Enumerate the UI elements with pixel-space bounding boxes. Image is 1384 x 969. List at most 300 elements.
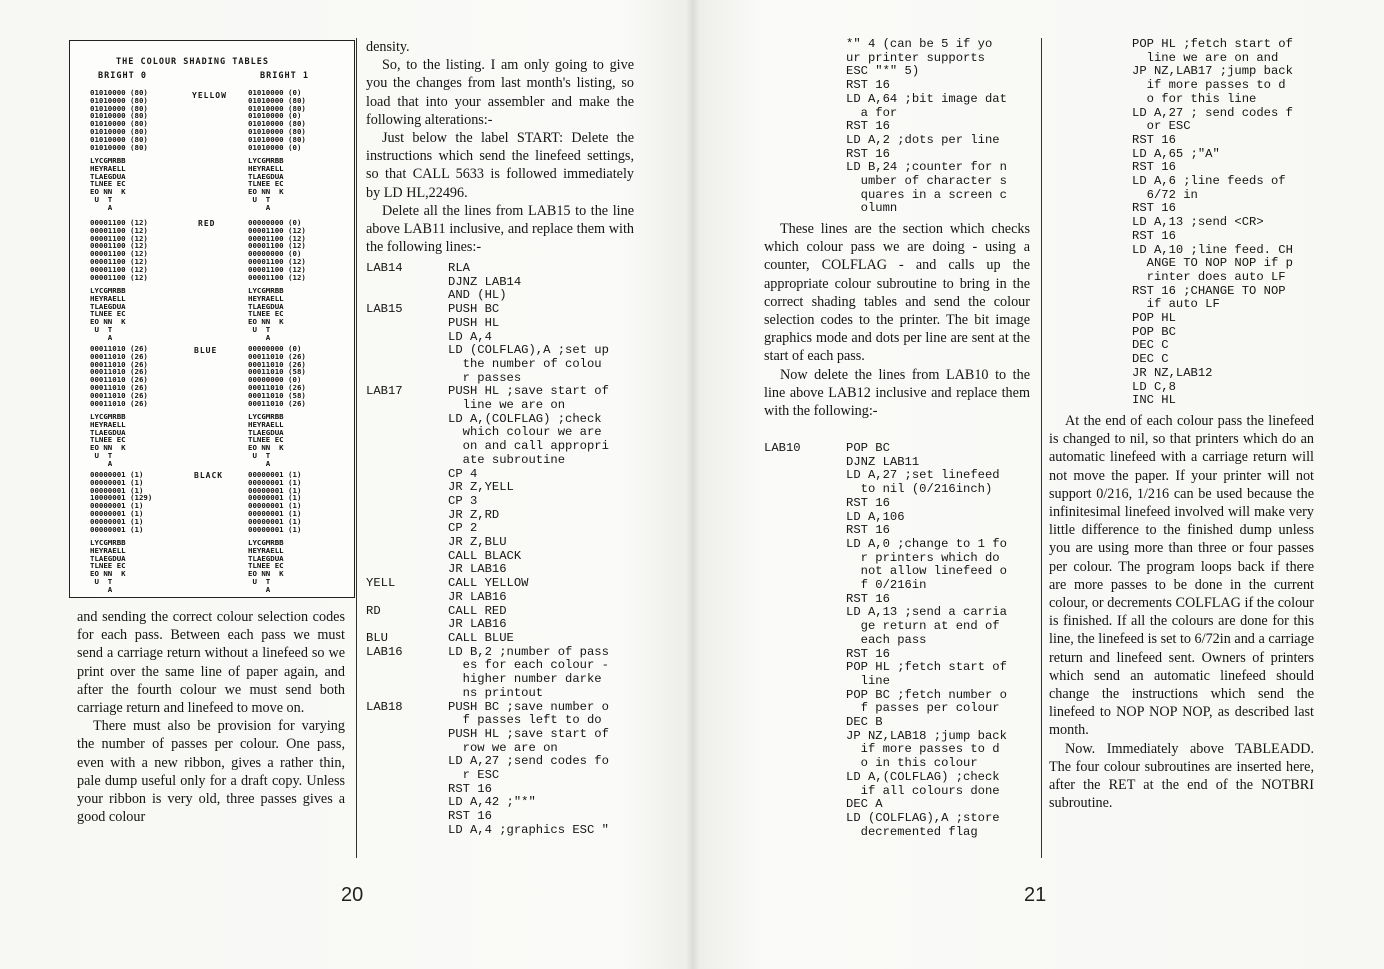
code-line <box>764 524 1034 538</box>
code-instruction: POP HL ;fetch start of <box>846 660 1007 675</box>
left-col1-text <box>77 608 345 826</box>
code-label: LAB14 <box>366 261 403 275</box>
code-line <box>764 606 1034 620</box>
code-line <box>764 716 1034 730</box>
code-label <box>366 454 448 468</box>
code-instruction: CALL RED <box>448 603 507 618</box>
yellow-label: YELLOW <box>192 91 227 100</box>
code-label <box>366 481 448 495</box>
code-label <box>366 796 448 810</box>
code-label <box>764 497 846 511</box>
code-instruction: DEC B <box>846 715 883 730</box>
code-instruction: RST 16 <box>448 809 492 824</box>
code-line <box>366 358 634 372</box>
code-line: line we are on and <box>1132 50 1279 65</box>
code-line <box>764 497 1034 511</box>
black-rot-text-right: LYCGMRBB HEYRAELL TLAEGDUA TLNEE EC EO NN K U T A <box>248 538 284 594</box>
code-line <box>366 769 634 783</box>
code-line <box>764 565 1034 579</box>
code-line <box>764 689 1034 703</box>
code-line <box>764 511 1034 525</box>
code-instruction: r ESC <box>448 768 500 783</box>
code-label <box>366 618 448 632</box>
code-instruction: f passes left to do <box>448 713 602 728</box>
code-instruction: if all colours done <box>846 783 1000 798</box>
code-label <box>764 469 846 483</box>
code-instruction: PUSH HL ;save start of <box>448 384 609 399</box>
code-line <box>764 648 1034 662</box>
code-instruction: row we are on <box>448 740 558 755</box>
code-line: LD A,10 ;line feed. CH <box>1132 242 1293 257</box>
code-label <box>366 426 448 440</box>
code-instruction: decremented flag <box>846 824 978 839</box>
code-line <box>366 783 634 797</box>
blue-table-bright0: 00011010 (26) 00011010 (26) 00011010 (26) 00011010 (26) 00011010 (26) 00011010 (26) 00011010 (26) 00011010 (26) <box>90 344 148 408</box>
code-line: LD A,13 ;send <CR> <box>1132 215 1264 230</box>
paragraph: Delete all the lines from LAB15 to the line above LAB11 inclusive, and replace them with the following lines:- <box>366 202 634 256</box>
code-instruction: LD A,13 ;send a carria <box>846 605 1007 620</box>
code-label <box>366 742 448 756</box>
code-label <box>366 563 448 577</box>
code-label <box>764 552 846 566</box>
page-number: 21 <box>1024 884 1047 906</box>
code-label <box>366 755 448 769</box>
code-line <box>366 440 634 454</box>
code-line <box>366 317 634 331</box>
code-instruction: JR LAB16 <box>448 589 507 604</box>
code-line <box>366 563 634 577</box>
code-line <box>764 661 1034 675</box>
code-label <box>764 812 846 826</box>
code-listing-lab10 <box>764 442 1034 839</box>
code-line: LD A,6 ;line feeds of <box>1132 174 1286 189</box>
code-line <box>366 796 634 810</box>
code-line <box>764 798 1034 812</box>
code-line: a for <box>846 105 898 120</box>
paragraph: These lines are the section which checks which colour pass we are doing - using a counter, COLFLAG - and calls up the appropriate colour subroutine to bring in the correct shading tables and send the colour selection codes to the printer. The bit image graphics mode and dots per line are sent at the start of each pass. <box>764 221 1030 365</box>
code-instruction: POP BC <box>846 441 890 455</box>
code-line <box>366 810 634 824</box>
code-label <box>366 824 448 838</box>
code-line <box>764 552 1034 566</box>
red-table-bright1: 00000000 (0) 00001100 (12) 00001100 (12) 00001100 (12) 00000000 (0) 00001100 (12) 00001100 (12) 00001100 (12) <box>248 218 306 282</box>
code-label: LAB16 <box>366 644 403 659</box>
code-instruction: POP BC ;fetch number o <box>846 687 1007 702</box>
code-line <box>764 469 1034 483</box>
code-line: if auto LF <box>1132 297 1220 312</box>
code-line <box>764 634 1034 648</box>
figure-header-left: BRIGHT 0 <box>98 71 147 81</box>
code-line <box>366 728 634 742</box>
code-label <box>366 317 448 331</box>
code-line: LD C,8 <box>1132 379 1176 394</box>
code-line <box>366 701 634 715</box>
code-label <box>764 730 846 744</box>
code-line: if more passes to d <box>1132 78 1286 93</box>
code-line <box>764 675 1034 689</box>
code-instruction: AND (HL) <box>448 288 507 303</box>
code-instruction: RST 16 <box>846 523 890 538</box>
code-instruction: on and call appropri <box>448 439 609 454</box>
column-rule <box>356 38 357 858</box>
code-label <box>366 440 448 454</box>
code-label <box>366 783 448 797</box>
code-label <box>366 550 448 564</box>
code-label <box>764 606 846 620</box>
code-instruction: DJNZ LAB11 <box>846 454 920 469</box>
code-label <box>764 648 846 662</box>
paragraph: and sending the correct colour selection codes for each pass. Between each pass we must send a carriage return without a linefeed so we print over the same line of paper again, and after the fourth colour we must send both carriage return and linefeed to move on. <box>77 609 345 717</box>
code-listing-lab14 <box>366 262 634 838</box>
code-line: RST 16 <box>846 119 890 134</box>
code-line <box>366 276 634 290</box>
code-instruction: to nil (0/216inch) <box>846 482 993 497</box>
code-line <box>366 495 634 509</box>
code-line: POP BC <box>1132 324 1176 339</box>
code-label <box>764 634 846 648</box>
code-label <box>764 511 846 525</box>
code-line: JP NZ,LAB17 ;jump back <box>1132 64 1293 79</box>
code-label <box>366 591 448 605</box>
code-line <box>764 730 1034 744</box>
code-instruction: LD A,4 <box>448 329 492 344</box>
code-label <box>366 810 448 824</box>
code-line <box>366 413 634 427</box>
code-label <box>764 716 846 730</box>
code-label <box>366 276 448 290</box>
code-instruction: JP NZ,LAB18 ;jump back <box>846 728 1007 743</box>
paragraph: Now delete the lines from LAB10 to the line above LAB12 inclusive and replace them with the following:- <box>764 366 1030 420</box>
code-label <box>764 593 846 607</box>
code-instruction: CP 3 <box>448 493 478 508</box>
code-instruction: line <box>846 673 890 688</box>
red-label: RED <box>198 219 216 228</box>
code-label: YELL <box>366 576 396 591</box>
code-instruction: PUSH BC ;save number o <box>448 699 609 714</box>
code-instruction: JR Z,YELL <box>448 480 514 495</box>
code-line: o for this line <box>1132 91 1257 106</box>
code-line: DEC C <box>1132 352 1169 367</box>
code-instruction: RLA <box>448 261 470 275</box>
code-line <box>366 426 634 440</box>
code-line <box>764 579 1034 593</box>
code-instruction: DJNZ LAB14 <box>448 274 522 289</box>
black-label: BLACK <box>194 471 224 480</box>
yellow-rot-text-left: LYCGMRBB HEYRAELL TLAEGDUA TLNEE EC EO NN K U T A <box>90 156 126 212</box>
code-label <box>366 344 448 358</box>
code-line <box>366 577 634 591</box>
code-label <box>764 579 846 593</box>
code-instruction: RST 16 <box>846 495 890 510</box>
code-label <box>764 661 846 675</box>
code-line: 6/72 in <box>1132 187 1198 202</box>
code-label <box>764 702 846 716</box>
code-line <box>366 550 634 564</box>
code-line <box>764 483 1034 497</box>
code-line <box>764 702 1034 716</box>
code-label <box>366 399 448 413</box>
left-col2-text <box>366 38 634 256</box>
shading-tables-figure <box>69 40 355 598</box>
code-label <box>764 524 846 538</box>
code-label <box>764 757 846 771</box>
paragraph: density. <box>366 39 410 55</box>
code-label <box>764 483 846 497</box>
code-line: POP HL ;fetch start of <box>1132 37 1293 51</box>
red-table-bright0: 00001100 (12) 00001100 (12) 00001100 (12) 00001100 (12) 00001100 (12) 00001100 (12) 00001100 (12) 00001100 (12) <box>90 218 148 282</box>
code-instruction: JR LAB16 <box>448 562 507 577</box>
code-line: umber of character s <box>846 174 1007 189</box>
code-line: POP HL <box>1132 311 1176 326</box>
code-label: LAB18 <box>366 699 403 714</box>
code-line: RST 16 <box>1132 160 1176 175</box>
code-line <box>366 372 634 386</box>
code-line: LD A,65 ;"A" <box>1132 146 1220 161</box>
code-instruction: LD A,42 ;"*" <box>448 795 536 810</box>
code-label <box>366 372 448 386</box>
code-line: ESC "*" 5) <box>846 64 920 79</box>
code-label <box>366 413 448 427</box>
code-line <box>366 385 634 399</box>
code-line <box>366 468 634 482</box>
yellow-table-bright0: 01010000 (80) 01010000 (80) 01010000 (80) 01010000 (80) 01010000 (80) 01010000 (80) 01010000 (80) 01010000 (80) <box>90 88 148 152</box>
code-line <box>366 659 634 673</box>
code-instruction: LD B,2 ;number of pass <box>448 644 609 659</box>
paragraph: Now. Immediately above TABLEADD. The four colour subroutines are inserted here, after the RET at the end of the NOTBRI subroutine. <box>1049 740 1314 812</box>
code-label <box>764 689 846 703</box>
code-line <box>764 456 1034 470</box>
code-line: or ESC <box>1132 119 1191 134</box>
code-line: ANGE TO NOP NOP if p <box>1132 256 1293 271</box>
code-instruction: RST 16 <box>846 591 890 606</box>
code-label <box>366 659 448 673</box>
code-line <box>366 687 634 701</box>
code-label <box>764 826 846 840</box>
code-line <box>764 771 1034 785</box>
code-line: quares in a screen c <box>846 187 1007 202</box>
code-line <box>764 785 1034 799</box>
code-label: LAB10 <box>764 441 801 455</box>
code-instruction: DEC A <box>846 797 883 812</box>
code-line <box>366 824 634 838</box>
code-instruction: CP 4 <box>448 466 478 481</box>
code-instruction: LD (COLFLAG),A ;set up <box>448 343 609 358</box>
code-line <box>366 632 634 646</box>
code-label <box>366 714 448 728</box>
code-line: RST 16 <box>1132 201 1176 216</box>
blue-rot-text-right: LYCGMRBB HEYRAELL TLAEGDUA TLNEE EC EO NN K U T A <box>248 412 284 468</box>
code-line <box>366 618 634 632</box>
right-col4-text <box>1049 412 1314 812</box>
code-instruction: PUSH HL <box>448 315 500 330</box>
code-instruction: LD A,106 <box>846 509 905 524</box>
code-line <box>366 591 634 605</box>
code-instruction: o in this colour <box>846 756 978 771</box>
code-line <box>764 538 1034 552</box>
paragraph: There must also be provision for varying the number of passes per colour. One pass, even with a new ribbon, gives a rather thin, pale dump useful only for a draft copy. Unless your ribbon is very old, three passes gives a good colour <box>77 718 345 826</box>
code-instruction: LD A,27 ;send codes fo <box>448 754 609 769</box>
code-line <box>366 289 634 303</box>
paragraph: So, to the listing. I am only going to give you the changes from last month's listing, so load that into your assembler and make the following alterations:- <box>366 57 634 128</box>
yellow-rot-text-right: LYCGMRBB HEYRAELL TLAEGDUA TLNEE EC EO NN K U T A <box>248 156 284 212</box>
code-line: RST 16 ;CHANGE TO NOP <box>1132 283 1286 298</box>
code-instruction: f 0/216in <box>846 578 927 593</box>
code-line <box>764 757 1034 771</box>
red-rot-text-right: LYCGMRBB HEYRAELL TLAEGDUA TLNEE EC EO NN K U T A <box>248 286 284 342</box>
figure-title: THE COLOUR SHADING TABLES <box>116 57 269 67</box>
black-rot-text-left: LYCGMRBB HEYRAELL TLAEGDUA TLNEE EC EO NN K U T A <box>90 538 126 594</box>
column-rule <box>1041 38 1042 858</box>
code-label <box>366 522 448 536</box>
code-line <box>764 593 1034 607</box>
code-label <box>366 468 448 482</box>
code-instruction: the number of colou <box>448 356 602 371</box>
code-line <box>366 344 634 358</box>
code-label <box>366 331 448 345</box>
code-instruction: PUSH BC <box>448 302 500 317</box>
code-label <box>366 673 448 687</box>
code-instruction: not allow linefeed o <box>846 564 1007 579</box>
figure-header-right: BRIGHT 1 <box>260 71 309 81</box>
code-line <box>366 303 634 317</box>
code-line <box>366 714 634 728</box>
code-label <box>764 456 846 470</box>
code-line: JR NZ,LAB12 <box>1132 365 1213 380</box>
code-instruction: r printers which do <box>846 550 1000 565</box>
black-table-bright0: 00000001 (1) 00000001 (1) 00000001 (1) 10000001 (129) 00000001 (1) 00000001 (1) 00000001 (1) 00000001 (1) <box>90 470 153 534</box>
yellow-table-bright1: 01010000 (0) 01010000 (80) 01010000 (80) 01010000 (0) 01010000 (80) 01010000 (80) 01010000 (80) 01010000 (0) <box>248 88 306 152</box>
code-instruction: CP 2 <box>448 521 478 536</box>
paragraph: At the end of each colour pass the linefeed is changed to nil, so that printers which do an automatic linefeed with a carriage return will not move the paper. If your printer will not support 0/216, 1/216 can be used because the infinitesimal linefeed involved will make very little difference to the finished dump unless you are using more than three or four passes per colour. The program loops back if there are more passes to be done in the current colour, or decrements COLFLAG if the colour is finished. If all the colours are done for this line, the linefeed is set to 6/72in and a carriage return and linefeed sent. Owners of printers which send an automatic linefeed should change the instructions which send the linefeed to NOP NOP NOP, as described last month. <box>1049 413 1314 739</box>
code-label <box>764 620 846 634</box>
code-line <box>366 646 634 660</box>
code-instruction: LD (COLFLAG),A ;store <box>846 810 1000 825</box>
code-instruction: RST 16 <box>846 646 890 661</box>
code-label <box>764 771 846 785</box>
code-label <box>366 289 448 303</box>
code-instruction: each pass <box>846 632 927 647</box>
code-label <box>366 687 448 701</box>
red-rot-text-left: LYCGMRBB HEYRAELL TLAEGDUA TLNEE EC EO NN K U T A <box>90 286 126 342</box>
code-instruction: JR LAB16 <box>448 617 507 632</box>
code-instruction: ns printout <box>448 685 544 700</box>
code-instruction: LD A,27 ;set linefeed <box>846 468 1000 483</box>
code-line <box>366 454 634 468</box>
paragraph: Just below the label START: Delete the instructions which send the linefeed settings, so that CALL 5633 is followed immediately by LD HL,22496. <box>366 130 634 201</box>
code-instruction: r passes <box>448 370 522 385</box>
code-line: RST 16 <box>1132 132 1176 147</box>
code-label <box>366 509 448 523</box>
code-listing-continued <box>846 38 1036 216</box>
black-table-bright1: 00000001 (1) 00000001 (1) 00000001 (1) 00000001 (1) 00000001 (1) 00000001 (1) 00000001 (1) 00000001 (1) <box>248 470 302 534</box>
code-instruction: line we are on <box>448 398 566 413</box>
code-line <box>366 262 634 276</box>
code-line <box>366 605 634 619</box>
code-listing-right <box>1132 38 1322 408</box>
code-instruction: which colour we are <box>448 425 602 440</box>
code-line <box>366 331 634 345</box>
code-line: INC HL <box>1132 393 1176 408</box>
code-label <box>366 536 448 550</box>
code-label <box>764 565 846 579</box>
code-line <box>764 826 1034 840</box>
code-line <box>366 742 634 756</box>
code-line: LD B,24 ;counter for n <box>846 160 1007 175</box>
code-label: RD <box>366 603 381 618</box>
code-instruction: CALL BLACK <box>448 548 522 563</box>
code-line <box>366 755 634 769</box>
code-label <box>764 743 846 757</box>
code-label <box>366 728 448 742</box>
code-instruction: RST 16 <box>448 781 492 796</box>
code-line <box>366 509 634 523</box>
code-label: LAB17 <box>366 384 403 399</box>
code-instruction: CALL YELLOW <box>448 576 529 591</box>
code-instruction: f passes per colour <box>846 701 1000 716</box>
code-label <box>764 798 846 812</box>
code-label <box>366 769 448 783</box>
code-line: olumn <box>846 201 898 216</box>
code-line <box>366 673 634 687</box>
code-instruction: es for each colour - <box>448 658 609 673</box>
code-instruction: CALL BLUE <box>448 630 514 645</box>
code-instruction: LD A,(COLFLAG) ;check <box>846 769 1000 784</box>
code-line: LD A,64 ;bit image dat <box>846 91 1007 106</box>
code-instruction: LD A,4 ;graphics ESC " <box>448 822 609 837</box>
code-instruction: JR Z,BLU <box>448 535 507 550</box>
book-gutter <box>686 0 700 969</box>
code-line <box>764 442 1034 456</box>
code-instruction: ate subroutine <box>448 452 566 467</box>
blue-rot-text-left: LYCGMRBB HEYRAELL TLAEGDUA TLNEE EC EO NN K U T A <box>90 412 126 468</box>
code-line: RST 16 <box>1132 228 1176 243</box>
code-line: LD A,27 ; send codes f <box>1132 105 1293 120</box>
code-instruction: ge return at end of <box>846 619 1000 634</box>
code-label <box>366 495 448 509</box>
blue-label: BLUE <box>194 346 218 355</box>
code-instruction: higher number darke <box>448 672 602 687</box>
code-instruction: PUSH HL ;save start of <box>448 726 609 741</box>
code-line: RST 16 <box>846 78 890 93</box>
code-line <box>764 743 1034 757</box>
right-col3-text <box>764 220 1030 420</box>
code-label: LAB15 <box>366 302 403 317</box>
page-number: 20 <box>341 884 364 906</box>
code-label <box>764 675 846 689</box>
code-line <box>366 536 634 550</box>
code-line <box>366 481 634 495</box>
code-line <box>366 399 634 413</box>
code-line: rinter does auto LF <box>1132 269 1286 284</box>
code-line: RST 16 <box>846 146 890 161</box>
code-line <box>764 812 1034 826</box>
code-line: *" 4 (can be 5 if yo <box>846 37 993 51</box>
code-label <box>764 538 846 552</box>
code-label <box>366 358 448 372</box>
code-line <box>366 522 634 536</box>
code-instruction: LD A,(COLFLAG) ;check <box>448 411 602 426</box>
code-line <box>764 620 1034 634</box>
code-line: LD A,2 ;dots per line <box>846 132 1000 147</box>
code-label: BLU <box>366 630 388 645</box>
code-instruction: JR Z,RD <box>448 507 500 522</box>
code-line: DEC C <box>1132 338 1169 353</box>
code-instruction: if more passes to d <box>846 742 1000 757</box>
code-label <box>764 785 846 799</box>
blue-table-bright1: 00000000 (0) 00011010 (26) 00011010 (26) 00011010 (58) 00000000 (0) 00011010 (26) 00011010 (58) 00011010 (26) <box>248 344 306 408</box>
code-line: ur printer supports <box>846 50 985 65</box>
code-instruction: LD A,0 ;change to 1 fo <box>846 536 1007 551</box>
